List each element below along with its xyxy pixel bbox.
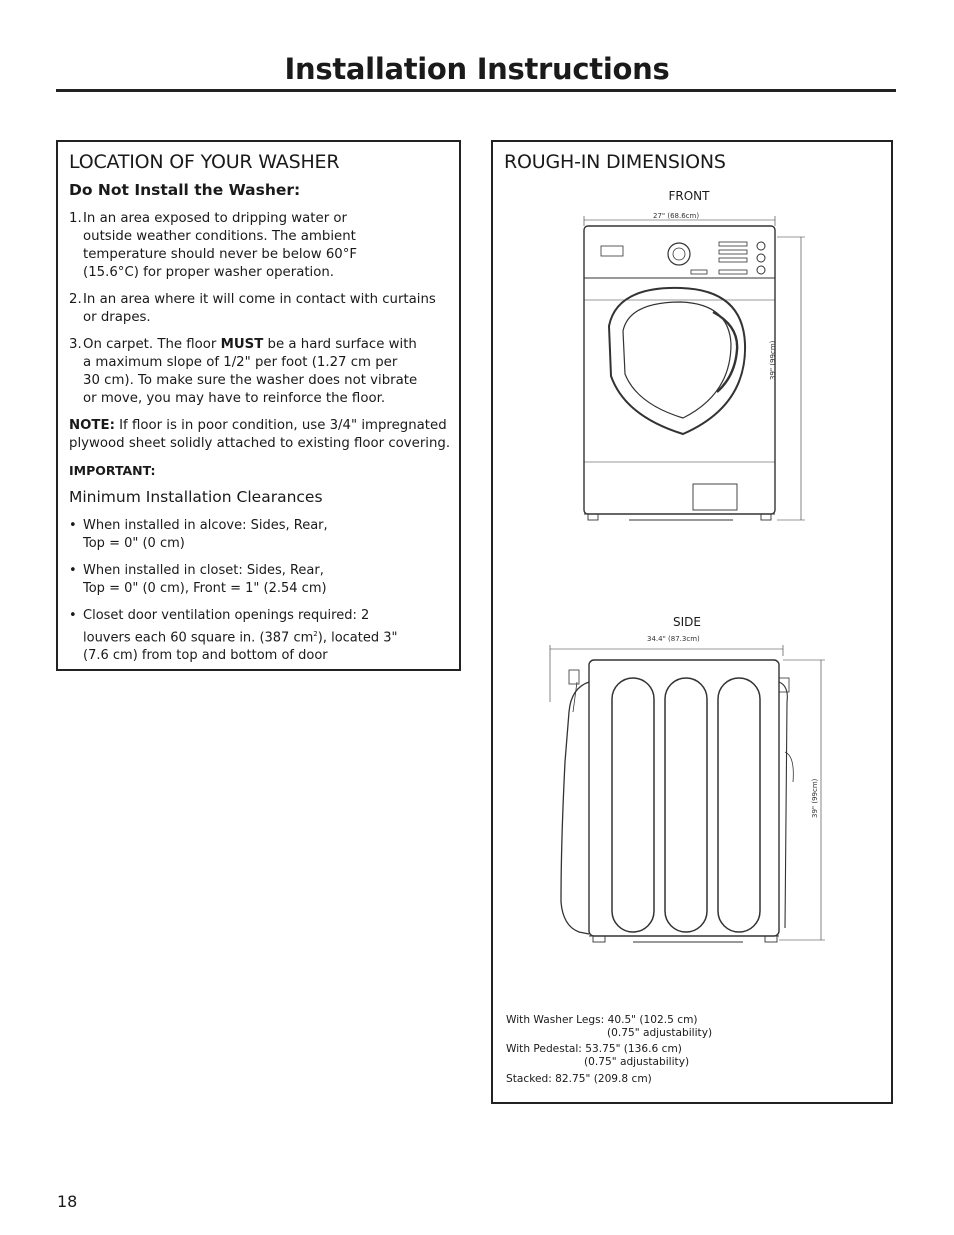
- bullet-dot: •: [69, 518, 77, 533]
- bullet-item-alcove: [69, 517, 454, 553]
- list-item-1-num: 1.: [69, 211, 82, 226]
- do-not-install-subtitle: Do Not Install the Washer:: [69, 181, 301, 199]
- bullet-item-ventilation: [69, 607, 454, 665]
- important-label: IMPORTANT:: [69, 463, 156, 478]
- bullet-closet-text: When installed in closet: Sides, Rear, Top = 0" (0 cm), Front = 1" (2.54 cm): [83, 563, 327, 596]
- note-text: If floor is in poor condition, use 3/4" impregnated plywood sheet solidly attached to existing floor covering.: [69, 418, 451, 451]
- front-label: FRONT: [668, 189, 710, 203]
- note-paragraph: [69, 417, 454, 453]
- page-title: Installation Instructions: [284, 52, 670, 86]
- superscript-2: 2: [313, 630, 318, 638]
- bullet-ventilation-text-before: Closet door ventilation openings required: 2 louvers each 60 square in. (387 cm: [83, 608, 370, 646]
- list-item-1: [69, 210, 454, 282]
- side-view-drawing: [543, 642, 833, 952]
- list-item-2-num: 2.: [69, 292, 82, 307]
- note-pedestal-line1: With Pedestal: 53.75" (136.6 cm): [506, 1043, 682, 1055]
- title-rule: [56, 89, 896, 92]
- list-item-3-text-after: be a hard surface with a maximum slope of 1/2" per foot (1.27 cm per 30 cm). To make sure the washer does not vibrate or move, you may have to reinforce the floor.: [83, 337, 418, 406]
- list-item-3: [69, 336, 454, 408]
- front-view-drawing: [573, 216, 813, 526]
- location-title: LOCATION OF YOUR WASHER: [69, 151, 340, 173]
- side-label: SIDE: [673, 615, 701, 629]
- note-stacked: [506, 1073, 652, 1086]
- note-washer-legs-line1: With Washer Legs: 40.5" (102.5 cm): [506, 1014, 698, 1026]
- must-emphasis: MUST: [220, 337, 264, 352]
- note-pedestal-line2: (0.75" adjustability): [584, 1056, 690, 1068]
- list-item-3-text-before: On carpet. The floor: [83, 337, 221, 352]
- side-depth-label: 34.4" (87.3cm): [647, 635, 700, 643]
- rough-in-title: ROUGH-IN DIMENSIONS: [504, 151, 726, 173]
- list-item-1-text: In an area exposed to dripping water or outside weather conditions. The ambient temperature should never be below 60°F (15.6°C) for proper washer operation.: [83, 211, 358, 280]
- front-width-label: 27" (68.6cm): [653, 212, 700, 220]
- bullet-ventilation-text: [83, 607, 413, 665]
- bullet-dot: •: [69, 608, 77, 623]
- note-label: NOTE:: [69, 418, 115, 433]
- clearances-title: Minimum Installation Clearances: [69, 488, 323, 506]
- list-item-2: [69, 291, 454, 327]
- note-washer-legs-line2: (0.75" adjustability): [607, 1027, 713, 1039]
- note-stacked-line1: Stacked: 82.75" (209.8 cm): [506, 1073, 652, 1085]
- note-pedestal: [506, 1043, 689, 1069]
- bullet-item-closet: [69, 562, 454, 598]
- bullet-ventilation-text-after: ), located 3" (7.6 cm) from top and bottom of door: [83, 630, 398, 664]
- list-item-3-text: [83, 336, 418, 408]
- bullet-dot: •: [69, 563, 77, 578]
- note-washer-legs: [506, 1014, 712, 1040]
- list-item-3-num: 3.: [69, 337, 82, 352]
- rough-in-section: [491, 140, 893, 1104]
- bullet-alcove-text: When installed in alcove: Sides, Rear, Top = 0" (0 cm): [83, 518, 328, 551]
- list-item-2-text: In an area where it will come in contact with curtains or drapes.: [83, 292, 436, 325]
- front-height-label: 39" (99cm): [769, 340, 777, 380]
- page-number: 18: [57, 1192, 78, 1211]
- location-section: [56, 140, 461, 671]
- side-height-label: 39" (99cm): [811, 778, 819, 818]
